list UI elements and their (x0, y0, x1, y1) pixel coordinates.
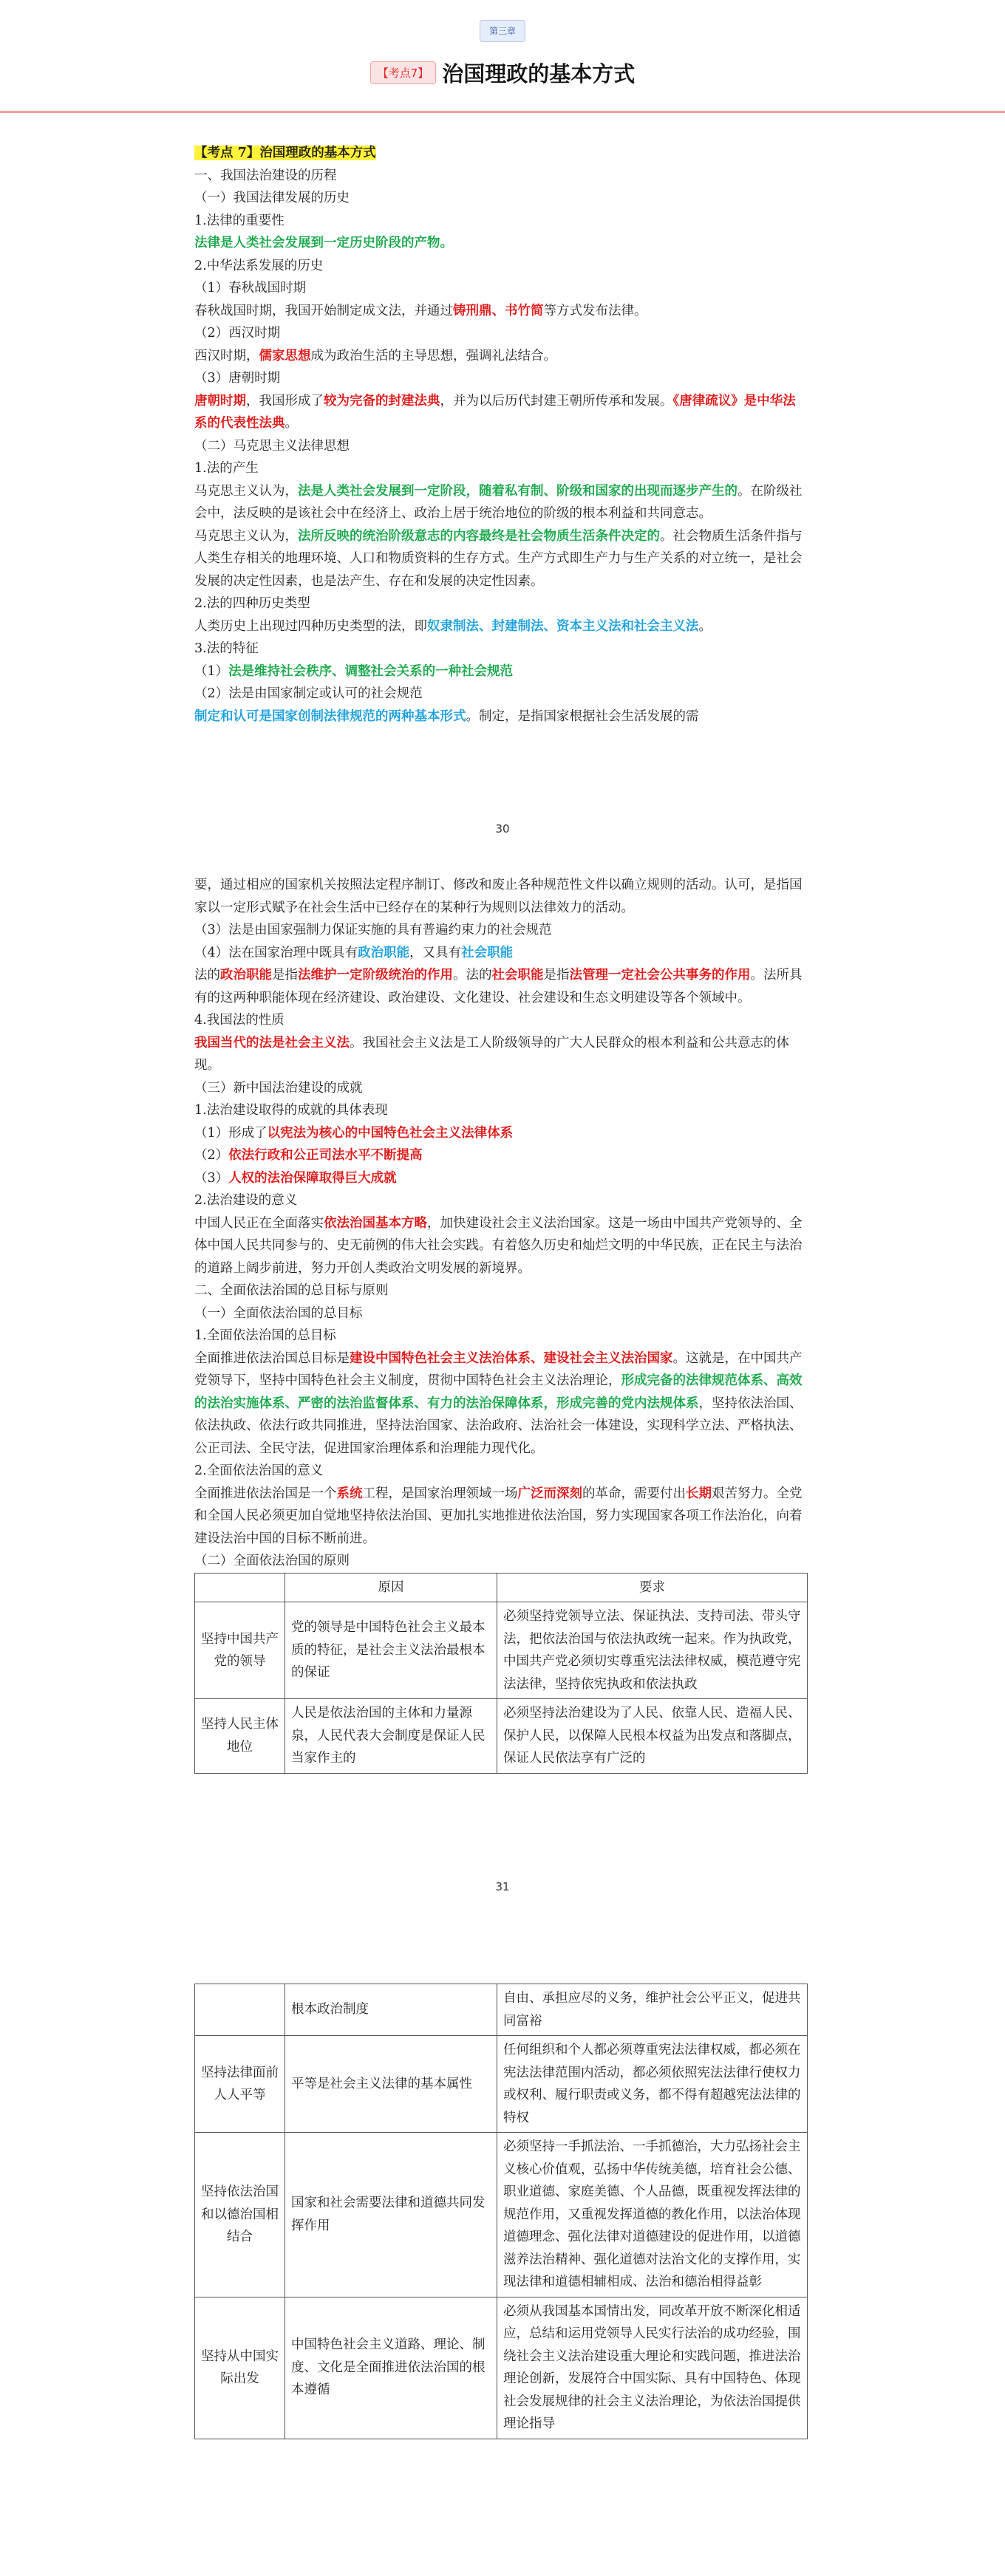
topic-tag: 【考点7】 (370, 61, 437, 84)
principle-reason: 国家和社会需要法律和道德共同发挥作用 (285, 2133, 497, 2297)
table-row (195, 1984, 808, 2036)
page-number: 30 (495, 822, 510, 836)
table-row (195, 1602, 808, 1699)
text-line: 1.法律的重要性 (194, 213, 285, 228)
principle-name (195, 1984, 285, 2036)
section-heading: 【考点 7】治国理政的基本方式 (194, 146, 376, 160)
text-line: （1）法是维持社会秩序、调整社会关系的一种社会规范 (194, 663, 514, 679)
principle-requirement: 必须坚持一手抓法治、一手抓德治，大力弘扬社会主义核心价值观，弘扬中华传统美德，培育社会公德、职业道德、家庭美德、个人品德，既重视发挥法律的规范作用，又重视发挥道德的教化作用，以法治体现道德理念、强化法律对道德建设的促进作用，以道德滋养法治精神、强化道德对法治文化的支撑作用，实现法律和道德相辅相成、法治和德治相得益彰 (497, 2133, 808, 2297)
text-line: 一、我国法治建设的历程 (194, 168, 337, 183)
text-line: （2）西汉时期 (194, 326, 281, 341)
principle-requirement: 必须坚持党领导立法、保证执法、支持司法、带头守法，把依法治国与依法执政统一起来。作为执政党，中国共产党必须切实尊重宪法法律权威，模范遵守宪法法律，坚持依宪执政和依法执政 (497, 1602, 808, 1699)
principle-reason: 人民是依法治国的主体和力量源泉，人民代表大会制度是保证人民当家作主的 (285, 1699, 497, 1774)
text-line: 西汉时期，儒家思想成为政治生活的主导思想，强调礼法结合。 (194, 348, 556, 363)
page-title: 治国理政的基本方式 (442, 61, 636, 86)
text-line: 制定和认可是国家创制法律规范的两种基本形式。制定，是指国家根据社会生活发展的需 (194, 708, 699, 724)
text-line: 1.法的产生 (194, 461, 259, 476)
text-line: （1）春秋战国时期 (194, 281, 307, 295)
principles-table-continued (194, 1984, 808, 2439)
text-line: （3）唐朝时期 (194, 371, 281, 386)
text-line: 法律是人类社会发展到一定历史阶段的产物。 (194, 236, 453, 250)
page-header (0, 0, 1005, 113)
text-line: 2.全面依法治国的意义 (194, 1463, 324, 1478)
table-row (195, 1699, 808, 1774)
text-line: （2）法是由国家制定或认可的社会规范 (194, 686, 423, 701)
page-1-content (194, 142, 808, 728)
table-row (195, 2133, 808, 2297)
page-number: 31 (495, 1880, 510, 1893)
principle-reason: 党的领导是中国特色社会主义最本质的特征，是社会主义法治最根本的保证 (285, 1602, 497, 1699)
text-line: 二、全面依法治国的总目标与原则 (194, 1283, 389, 1298)
text-line: 马克思主义认为，法是人类社会发展到一定阶段，随着私有制、阶级和国家的出现而逐步产生的。在阶级社会中，法反映的是该社会中在经济上、政治上居于统治地位的阶级的根本利益和共同意志。 (194, 483, 803, 521)
text-line: 春秋战国时期，我国开始制定成文法，并通过铸刑鼎、书竹简等方式发布法律。 (194, 303, 647, 318)
principle-name: 坚持从中国实际出发 (195, 2297, 285, 2439)
text-line: 唐朝时期，我国形成了较为完备的封建法典，并为以后历代封建王朝所传承和发展。《唐律疏议》是中华法系的代表性法典。 (194, 393, 796, 431)
principles-table (194, 1573, 808, 1774)
principle-name: 坚持依法治国和以德治国相结合 (195, 2133, 285, 2297)
text-line: 2.法治建设的意义 (194, 1193, 298, 1208)
principle-requirement: 必须坚持法治建设为了人民、依靠人民、造福人民、保护人民，以保障人民根本权益为出发点和落脚点，保证人民依法享有广泛的 (497, 1699, 808, 1774)
chapter-badge: 第三章 (480, 20, 525, 42)
text-line: 4.我国法的性质 (194, 1013, 285, 1028)
principle-requirement: 任何组织和个人都必须尊重宪法法律权威，都必须在宪法法律范围内活动，都必须依照宪法法律行使权力或权利、履行职责或义务，都不得有超越宪法法律的特权 (497, 2036, 808, 2133)
principle-reason: 平等是社会主义法律的基本属性 (285, 2036, 497, 2133)
text-line: （二）马克思主义法律思想 (194, 438, 350, 454)
principle-name: 坚持人民主体地位 (195, 1699, 285, 1774)
text-line: （3）法是由国家强制力保证实施的具有普遍约束力的社会规范 (194, 923, 552, 937)
table-header-row (195, 1573, 808, 1602)
table-header-cell: 原因 (285, 1573, 497, 1602)
principle-name: 坚持中国共产党的领导 (195, 1602, 285, 1699)
principle-reason: 根本政治制度 (285, 1984, 497, 2036)
text-line: （1）形成了以宪法为核心的中国特色社会主义法律体系 (194, 1125, 514, 1141)
text-line: 2.法的四种历史类型 (194, 596, 310, 611)
table-header-cell: 要求 (497, 1573, 808, 1602)
text-line: 全面推进依法治国是一个系统工程，是国家治理领域一场广泛而深刻的革命，需要付出长期艰苦努力。全党和全国人民必须更加自觉地坚持依法治国、更加扎实地推进依法治国，努力实现国家各项工作法治化，向着建设法治中国的目标不断前进。 (194, 1486, 803, 1546)
text-line: 全面推进依法治国总目标是建设中国特色社会主义法治体系、建设社会主义法治国家。这就是，在中国共产党领导下，坚持中国特色社会主义制度，贯彻中国特色社会主义法治理论，形成完备的法律规范体系、高效的法治实施体系、严密的法治监督体系、有力的法治保障体系，形成完善的党内法规体系，坚持依法治国、依法执政、依法行政共同推进，坚持法治国家、法治政府、法治社会一体建设，实现科学立法、严格执法、公正司法、全民守法，促进国家治理体系和治理能力现代化。 (194, 1350, 803, 1456)
text-line: （三）新中国法治建设的成就 (194, 1080, 363, 1096)
principle-reason: 中国特色社会主义道路、理论、制度、文化是全面推进依法治国的根本遵循 (285, 2297, 497, 2439)
principle-name: 坚持法律面前人人平等 (195, 2036, 285, 2133)
table-header-cell (195, 1573, 285, 1602)
text-line: 2.中华法系发展的历史 (194, 258, 324, 273)
table-row (195, 2036, 808, 2133)
text-line: 人类历史上出现过四种历史类型的法，即奴隶制法、封建制法、资本主义法和社会主义法。 (194, 618, 712, 634)
text-line: （二）全面依法治国的原则 (194, 1554, 350, 1568)
text-line: 1.全面依法治国的总目标 (194, 1328, 336, 1343)
text-line: 1.法治建设取得的成就的具体表现 (194, 1103, 388, 1118)
principle-requirement: 必须从我国基本国情出发，同改革开放不断深化相适应，总结和运用党领导人民实行法治的成功经验，围绕社会主义法治建设重大理论和实践问题，推进法治理论创新，发展符合中国实际、具有中国特色、体现社会发展规律的社会主义法治理论，为依法治国提供理论指导 (497, 2297, 808, 2439)
title-row (0, 58, 1005, 88)
principle-requirement: 自由、承担应尽的义务，维护社会公平正义，促进共同富裕 (497, 1984, 808, 2036)
table-row (195, 2297, 808, 2439)
text-line: （2）依法行政和公正司法水平不断提高 (194, 1148, 423, 1163)
text-line: 马克思主义认为，法所反映的统治阶级意志的内容最终是社会物质生活条件决定的。社会物质生活条件指与人类生存相关的地理环境、人口和物质资料的生存方式。生产方式即生产力与生产关系的对立统一，是社会发展的决定性因素，也是法产生、存在和发展的决定性因素。 (194, 528, 803, 589)
text-line: （一）全面依法治国的总目标 (194, 1305, 363, 1321)
text-line: 中国人民正在全面落实依法治国基本方略，加快建设社会主义法治国家。这是一场由中国共产党领导的、全体中国人民共同参与的、史无前例的伟大社会实践。有着悠久历史和灿烂文明的中华民族，正在民主与法治的道路上阔步前进，努力开创人类政治文明发展的新境界。 (194, 1215, 803, 1276)
page-2-content (194, 874, 808, 1774)
text-line: （3）人权的法治保障取得巨大成就 (194, 1170, 397, 1186)
text-line: 我国当代的法是社会主义法。我国社会主义法是工人阶级领导的广大人民群众的根本利益和公共意志的体现。 (194, 1035, 789, 1073)
text-line: （4）法在国家治理中既具有政治职能，又具有社会职能 (194, 945, 514, 960)
text-line: 要，通过相应的国家机关按照法定程序制订、修改和废止各种规范性文件以确立规则的活动。认可，是指国家以一定形式赋予在社会生活中已经存在的某种行为规则以法律效力的活动。 (194, 878, 803, 915)
page-3-content (194, 1984, 808, 2439)
text-line: 法的政治职能是指法维护一定阶级统治的作用。法的社会职能是指法管理一定社会公共事务的作用。法所具有的这两种职能体现在经济建设、政治建设、文化建设、社会建设和生态文明建设等各个领域中。 (194, 968, 803, 1005)
text-line: 3.法的特征 (194, 641, 259, 656)
text-line: （一）我国法律发展的历史 (194, 191, 350, 205)
